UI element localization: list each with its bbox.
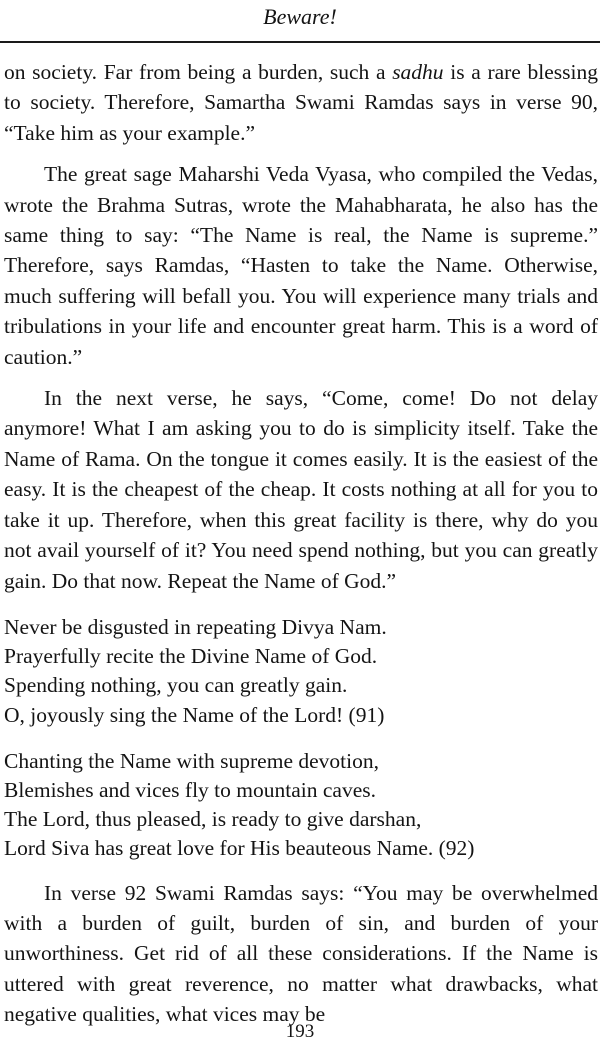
verse-91 (4, 613, 598, 730)
page-body (4, 57, 598, 1030)
paragraph-verse-92-commentary: In verse 92 Swami Ramdas says: “You may be overwhelmed with a burden of guilt, burden of sin, and burden of your unworthiness. Get rid of all these considerations. If the Name is uttered with great reverence, no matter what drawbacks, what negative qualities, what vices may be (4, 880, 598, 1027)
running-header: Beware! (263, 4, 337, 29)
paragraph-continuation (4, 57, 598, 148)
verse-92 (4, 747, 598, 864)
verse-line: Prayerfully recite the Divine Name of God. (4, 644, 378, 669)
paragraph-vyasa: The great sage Maharshi Veda Vyasa, who compiled the Vedas, wrote the Brahma Sutras, wrote the Mahabharata, he also has the same thing to say: “The Name is real, the Name is supreme.” Therefore, says Ramdas, “Hasten to take the Name. Otherwise, much suffering will befall you. You will experience many trials and tribulations in your life and encounter great harm. This is a word of caution.” (4, 162, 598, 369)
verse-line: Lord Siva has great love for His beauteous Name. (92) (4, 836, 475, 861)
verse-line: O, joyously sing the Name of the Lord! (91) (4, 702, 385, 727)
verse-line: Spending nothing, you can greatly gain. (4, 673, 348, 698)
page-number: 193 (285, 1021, 315, 1042)
verse-line: Chanting the Name with supreme devotion, (4, 748, 379, 773)
paragraph-text: is a rare blessing to society. Therefore, Samartha Swami Ramdas says in verse 90, “Take him as your example.” (4, 60, 598, 145)
italic-term: sadhu (392, 60, 444, 84)
header-rule (0, 41, 600, 43)
verse-line: Blemishes and vices fly to mountain caves. (4, 777, 376, 802)
verse-line: Never be disgusted in repeating Divya Nam. (4, 614, 387, 639)
paragraph-next-verse: In the next verse, he says, “Come, come! Do not delay anymore! What I am asking you to do is simplicity itself. Take the Name of Rama. On the tongue it comes easily. It is the easiest of the easy. It is the cheapest of the cheap. It costs nothing at all for you to take it up. Therefore, when this great facility is there, why do you not avail yourself of it? You need spend nothing, but you can greatly gain. Do that now. Repeat the Name of God.” (4, 386, 598, 593)
paragraph-text: on society. Far from being a burden, such a (4, 60, 393, 84)
verse-line: The Lord, thus pleased, is ready to give darshan, (4, 807, 422, 832)
